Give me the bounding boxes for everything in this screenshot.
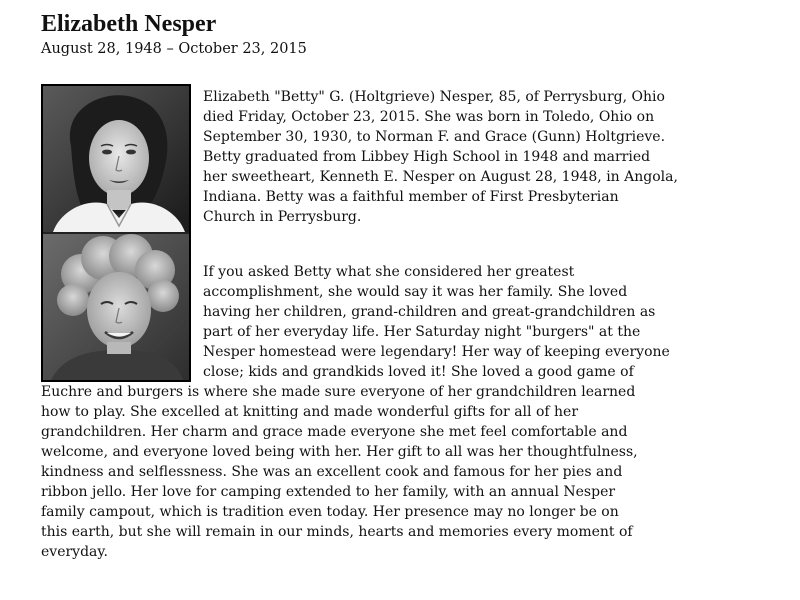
paragraph1-line: her sweetheart, Kenneth E. Nesper on August 28, 1948, in Angola, bbox=[203, 169, 678, 185]
young-portrait-photo bbox=[43, 86, 189, 232]
paragraph2-line: this earth, but she will remain in our minds, hearts and memories every moment of bbox=[41, 524, 633, 540]
paragraph1-line: Betty graduated from Libbey High School in 1948 and married bbox=[203, 149, 651, 165]
paragraph2-line: accomplishment, she would say it was her family. She loved bbox=[203, 284, 628, 300]
paragraph2-line: If you asked Betty what she considered her greatest bbox=[203, 264, 575, 280]
obituary-name: Elizabeth Nesper bbox=[41, 11, 217, 37]
paragraph2-line: how to play. She excelled at knitting and made wonderful gifts for all of her bbox=[41, 404, 579, 420]
paragraph2-line: Euchre and burgers is where she made sure everyone of her grandchildren learned bbox=[41, 384, 636, 400]
paragraph2-line: everyday. bbox=[41, 544, 108, 560]
paragraph1-line: September 30, 1930, to Norman F. and Grace (Gunn) Holtgrieve. bbox=[203, 129, 666, 145]
paragraph1-line: died Friday, October 23, 2015. She was born in Toledo, Ohio on bbox=[203, 109, 655, 125]
obituary-dates: August 28, 1948 – October 23, 2015 bbox=[41, 41, 307, 57]
elder-portrait-photo bbox=[43, 234, 189, 380]
paragraph2-line: welcome, and everyone loved being with her. Her gift to all was her thoughtfulness, bbox=[41, 444, 638, 460]
paragraph2-line: Nesper homestead were legendary! Her way of keeping everyone bbox=[203, 344, 670, 360]
paragraph1-line: Church in Perrysburg. bbox=[203, 209, 362, 225]
photo-collage bbox=[43, 86, 189, 380]
paragraph2-line: close; kids and grandkids loved it! She loved a good game of bbox=[203, 364, 634, 380]
paragraph2-line: family campout, which is tradition even today. Her presence may no longer be on bbox=[41, 504, 619, 520]
paragraph2-line: grandchildren. Her charm and grace made everyone she met feel comfortable and bbox=[41, 424, 628, 440]
paragraph2-line: part of her everyday life. Her Saturday night "burgers" at the bbox=[203, 324, 641, 340]
photo-frame bbox=[41, 84, 191, 382]
paragraph1-line: Indiana. Betty was a faithful member of First Presbyterian bbox=[203, 189, 619, 205]
paragraph2-line: having her children, grand-children and great-grandchildren as bbox=[203, 304, 656, 320]
paragraph1-line: Elizabeth "Betty" G. (Holtgrieve) Nesper, 85, of Perrysburg, Ohio bbox=[203, 89, 665, 105]
paragraph2-line: ribbon jello. Her love for camping extended to her family, with an annual Nesper bbox=[41, 484, 616, 500]
paragraph2-line: kindness and selflessness. She was an excellent cook and famous for her pies and bbox=[41, 464, 623, 480]
